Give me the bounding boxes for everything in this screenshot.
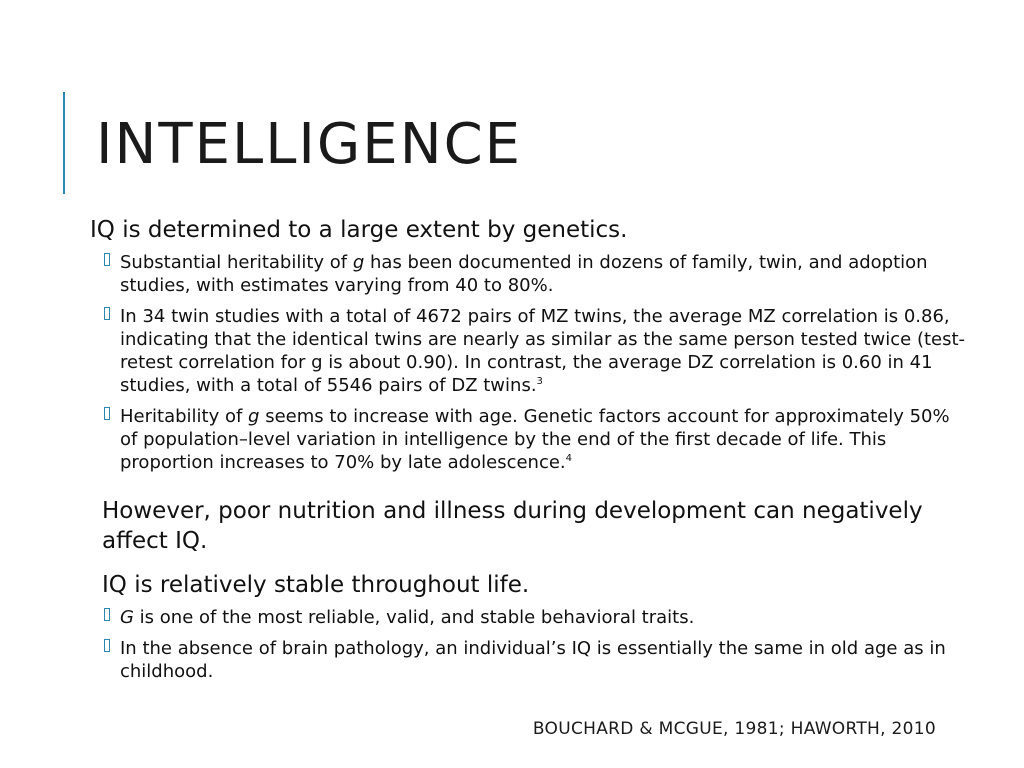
list-item <box>90 251 970 297</box>
item-text-pre: Substantial heritability of <box>120 252 353 273</box>
item-text-pre: In 34 twin studies with a total of 4672 pairs of MZ twins, the average MZ correlation is 0.86, indicating that the identical twins are nearly as similar as the same person tested twice (test-retest correlation for g is about 0.90). In contrast, the average DZ correlation is 0.60 in 41 studies, with a total of 5546 pairs of DZ twins. <box>120 306 966 396</box>
slide-content <box>90 215 970 691</box>
hollow-rectangle-bullet-icon <box>104 253 110 266</box>
list-item <box>90 405 970 474</box>
hollow-rectangle-bullet-icon <box>104 608 110 621</box>
hollow-rectangle-bullet-icon <box>104 407 110 420</box>
section-heading-nutrition: However, poor nutrition and illness during development can negatively affect IQ. <box>102 498 923 554</box>
footnote-marker: 3 <box>536 376 543 387</box>
section-heading-genetics: IQ is determined to a large extent by genetics. <box>90 217 628 243</box>
item-text-pre: In the absence of brain pathology, an individual’s IQ is essentially the same in old age as in childhood. <box>120 638 946 682</box>
section-heading-stability: IQ is relatively stable throughout life. <box>102 572 530 598</box>
item-text-em: G <box>120 607 134 628</box>
hollow-rectangle-bullet-icon <box>104 307 110 320</box>
item-text-em: g <box>352 252 365 273</box>
citation: BOUCHARD & MCGUE, 1981; HAWORTH, 2010 <box>532 719 936 739</box>
item-text-em: g <box>248 406 260 427</box>
list-item <box>90 637 970 683</box>
list-item <box>90 305 970 397</box>
title-accent-bar <box>63 92 65 194</box>
item-text-post: has been documented in dozens of family, twin, and adoption studies, with estimates varying from 40 to 80%. <box>120 252 928 296</box>
stability-sub-list <box>90 606 970 683</box>
item-text-pre: Heritability of <box>120 406 249 427</box>
genetics-sub-list <box>90 251 970 474</box>
slide-title: INTELLIGENCE <box>96 112 523 177</box>
item-text-post: is one of the most reliable, valid, and stable behavioral traits. <box>133 607 695 628</box>
footnote-marker: 4 <box>565 453 573 464</box>
list-item <box>90 606 970 629</box>
hollow-rectangle-bullet-icon <box>104 639 110 652</box>
item-text-post: seems to increase with age. Genetic factors account for approximately 50% of population–level variation in intelligence by the end of the first decade of life. This proportion increases to 70% by late adolescence. <box>120 406 950 473</box>
